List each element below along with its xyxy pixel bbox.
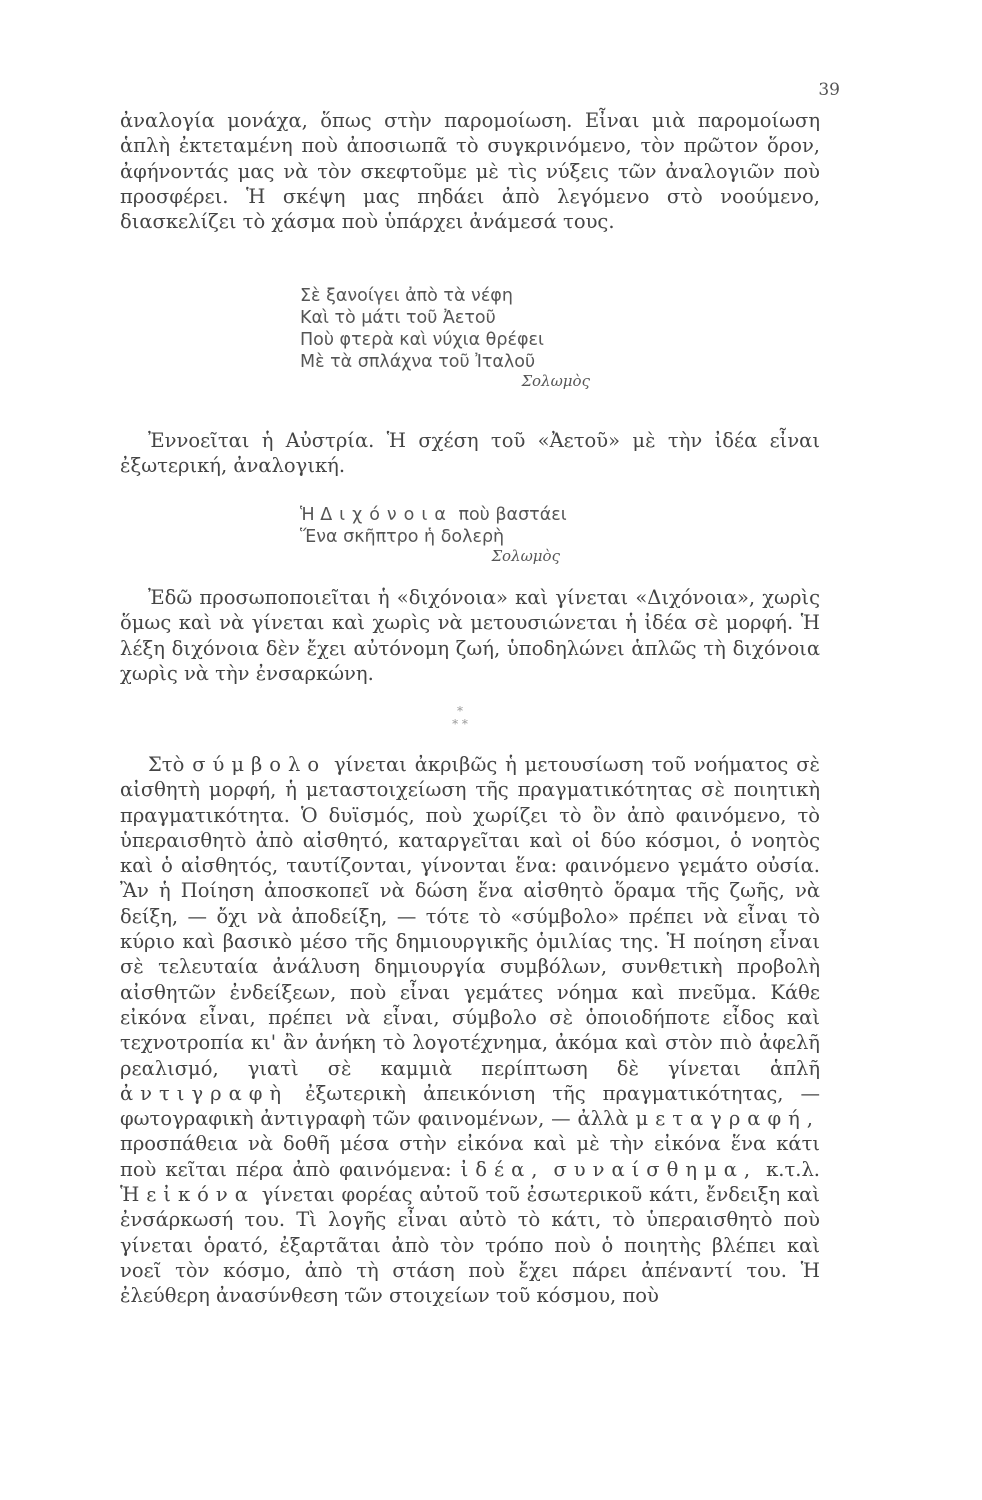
poem-line-suffix: ποὺ βαστάει [458,505,567,525]
poem-quote-eagle [300,285,740,392]
paragraph-text [120,752,820,1309]
text-run: ἐξωτερικὴ ἀπεικόνιση τῆς πραγματικότητας, — φωτογραφικὴ ἀντιγραφὴ τῶν φαινομένων, — ἀλλὰ [120,1081,821,1131]
paragraph-analogy [120,108,820,234]
paragraph-text: Ἐννοεῖται ἡ Αὐστρία. Ἡ σχέση τοῦ «Ἀετοῦ» μὲ τὴν ἰδέα εἶναι ἐξωτερική, ἀναλογική. [120,429,820,478]
spaced-word-idea: ἰδέα, [460,1157,545,1181]
poem-line: Καὶ τὸ μάτι τοῦ Ἀετοῦ [300,308,496,328]
poem-author: Σολωμὸς [491,547,560,565]
spaced-word-emotion: συναίσθημα, [553,1157,758,1181]
page-number: 39 [818,80,840,100]
spaced-word-symbol: σύμβολο [192,753,327,776]
poem-line [300,504,740,526]
poem-author: Σολωμὸς [521,372,590,390]
spaced-word-copy: ἀντιγραφὴ [120,1081,289,1105]
text-run: γίνεται φορέας αὐτοῦ τοῦ ἐσωτερικοῦ κάτι, ἔνδειξη καὶ ἐνσάρκωσή του. Τὶ λογῆς εἶναι αὐτὸ τὸ κάτι, τὸ ὑπεραισθητὸ ποὺ γίνεται ὁρατό, ἐξαρτᾶται ἀπὸ τὸν τρόπο ποὺ ὁ ποιητὴς βλέπει καὶ νοεῖ τὸν κόσμο, ἀπὸ τὴ στάση ποὺ ἔχει πάρει ἀπέναντί του. Ἡ ἐλεύθερη ἀνασύνθεση τῶν στοιχείων τοῦ κόσμου, ποὺ [120,1183,820,1308]
poem-line-prefix: Ἡ [300,505,315,525]
poem-line: Σὲ ξανοίγει ἀπὸ τὰ νέφη [300,286,513,306]
text-run: κ.τ.λ. Ἡ [120,1157,821,1207]
paragraph-personification [120,585,820,686]
text-run: προσπάθεια νὰ δοθῆ μέσα στὴν εἰκόνα καὶ μὲ τὴν εἰκόνα ἕνα κάτι ποὺ κεῖται πέρα ἀπὸ φαινόμενα: [120,1132,820,1181]
paragraph-text: Ἐδῶ προσωποποιεῖται ἡ «διχόνοια» καὶ γίνεται «Διχόνοια», χωρὶς ὅμως καὶ νὰ γίνεται καὶ χωρὶς νὰ μετουσιώνεται ἡ ἰδέα σὲ μορφή. Ἡ λέξη διχόνοια δὲν ἔχει αὐτόνομη ζωή, ὑποδηλώνει ἁπλῶς τὴ διχόνοια χωρὶς νὰ τὴν ἐνσαρκώνη. [120,586,820,685]
paragraph-austria [120,428,820,479]
poem-line: Ποὺ φτερὰ καὶ νύχια θρέφει [300,330,544,350]
section-divider-asterisks [420,705,500,731]
poem-line: Ἕνα σκῆπτρο ἡ δολερὴ [300,527,505,547]
spaced-word-image: εἰκόνα [146,1183,255,1207]
paragraph-symbol [120,752,820,1309]
paragraph-text: ἀναλογία μονάχα, ὅπως στὴν παρομοίωση. Εἶναι μιὰ παρομοίωση ἁπλὴ ἐκτεταμένη ποὺ ἀποσιωπᾶ τὸ συγκρινόμενο, τὸν πρῶτον ὅρον, ἀφήνοντάς μας νὰ τὸν σκεφτοῦμε μὲ τὶς νύξεις τῶν ἀναλογιῶν ποὺ προσφέρει. Ἡ σκέψη μας πηδάει ἀπὸ λεγόμενο στὸ νοούμενο, διασκελίζει τὸ χάσμα ποὺ ὑπάρχει ἀνάμεσά τους. [120,109,820,234]
poem-spaced-word: Διχόνοια [320,505,453,525]
asterisk-bottom: * * [452,717,468,731]
poem-quote-discord [300,504,740,567]
spaced-word-transcription: μεταγραφή, [635,1107,821,1131]
text-run: γίνεται ἀκριβῶς ἡ μετουσίωση τοῦ νοήματος σὲ αἰσθητὴ μορφή, ἡ μεταστοιχείωση τῆς πραγματικότητας σὲ ποιητικὴ πραγματικότητα. Ὁ δυϊσμός, ποὺ χωρίζει τὸ ὂν ἀπὸ φαινόμενο, τὸ ὑπεραισθητὸ ἀπὸ αἰσθητό, καταργεῖται καὶ οἱ δύο κόσμοι, ὁ νοητὸς καὶ ὁ αἰσθητός, ταυτίζονται, γίνονται ἕνα: φαινόμενο γεμάτο οὐσία. Ἂν ἡ Ποίηση ἀποσκοπεῖ νὰ δώση ἕνα αἰσθητὸ ὅραμα τῆς ζωῆς, νὰ δείξη, — ὄχι νὰ ἀποδείξη, — τότε τὸ «σύμβολο» πρέπει νὰ εἶναι τὸ κύριο καὶ βασικὸ μέσο τῆς δημιουργικῆς ὁμιλίας της. Ἡ ποίηση εἶναι σὲ τελευταία ἀνάλυση δημιουργία συμβόλων, συνθετικὴ προβολὴ αἰσθητῶν ἐνδείξεων, ποὺ εἶναι γεμάτες νόημα καὶ πνεῦμα. Κάθε εἰκόνα εἶναι, πρέπει νὰ εἶναι, σύμβολο σὲ ὁποιοδήποτε εἶδος καὶ τεχνοτροπία κι' ἂν ἀνήκη τὸ λογοτέχνημα, ἀκόμα καὶ στὸν πιὸ ἀφελῆ ρεαλισμό, γιατὶ σὲ καμμιὰ περίπτωση δὲ γίνεται ἁπλῆ [120,753,820,1080]
text-run: Στὸ [148,753,185,776]
asterisk-top: * [457,704,463,718]
poem-line: Μὲ τὰ σπλάχνα τοῦ Ἰταλοῦ [300,352,536,372]
